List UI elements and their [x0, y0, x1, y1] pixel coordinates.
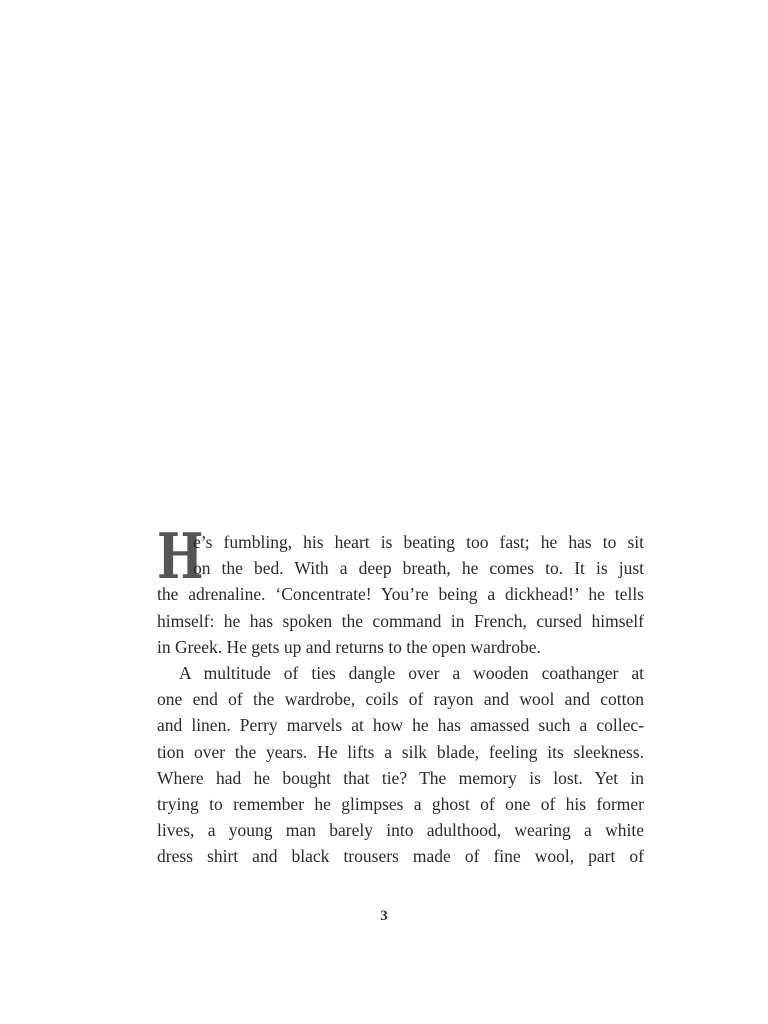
text-line: A multitude of ties dangle over a wooden coathanger at — [179, 662, 644, 683]
text-line: one end of the wardrobe, coils of rayon and wool and cotton — [157, 689, 644, 710]
text-line: the adrenaline. ‘Concentrate! You’re being a dickhead!’ he tells — [157, 584, 644, 605]
text-line: himself: he has spoken the command in French, cursed himself — [157, 610, 644, 631]
text-line: Where had he bought that tie? The memory is lost. Yet in — [157, 767, 644, 788]
text-line: and linen. Perry marvels at how he has amassed such a collec- — [157, 715, 644, 736]
text-line: in Greek. He gets up and returns to the open wardrobe. — [157, 636, 541, 657]
page-number: 3 — [380, 908, 388, 924]
text-line: e’s fumbling, his heart is beating too fast; he has to sit — [193, 532, 644, 552]
text-line: tion over the years. He lifts a silk blade, feeling its sleekness. — [157, 741, 644, 762]
text-line: trying to remember he glimpses a ghost of one of his former — [157, 793, 644, 814]
drop-cap: H — [157, 519, 204, 593]
text-line: dress shirt and black trousers made of fine wool, part of — [157, 846, 644, 867]
text-line: lives, a young man barely into adulthood, wearing a white — [157, 820, 644, 841]
text-line: on the bed. With a deep breath, he comes to. It is just — [193, 558, 644, 579]
body-text — [157, 519, 644, 869]
